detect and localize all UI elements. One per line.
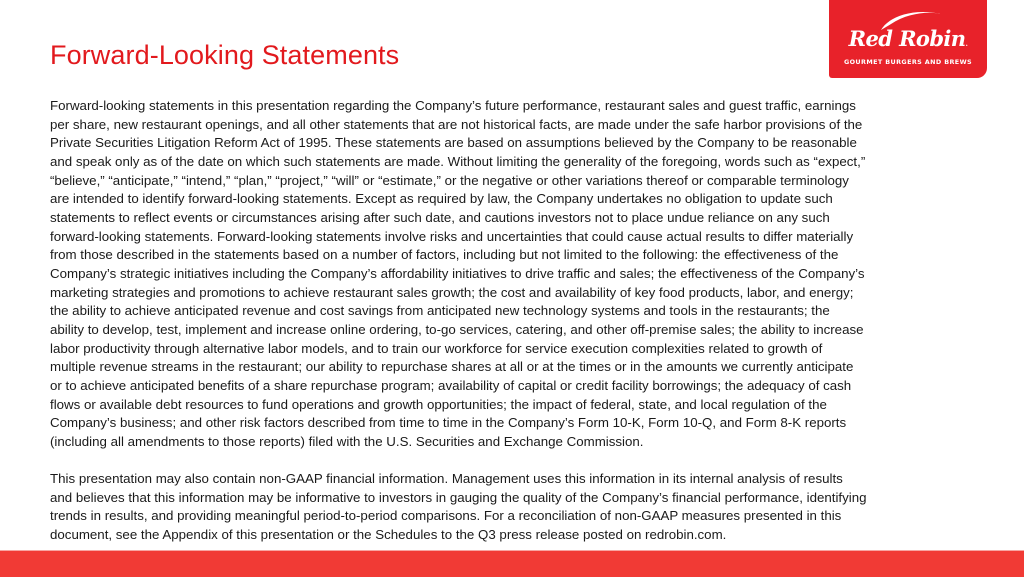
text-line: This presentation may also contain non-GAAP financial information. Management uses this information in its internal analysis of results [50, 471, 843, 487]
text-line: document, see the Appendix of this presentation or the Schedules to the Q3 press release posted on redrobin.com. [50, 527, 727, 543]
text-line: Company’s strategic initiatives including the Company’s affordability initiatives to drive traffic and sales; the effectiveness of the Company’s [50, 265, 865, 281]
text-line: Private Securities Litigation Reform Act of 1995. These statements are based on assumptions believed by the Company to be reasonable [50, 135, 857, 151]
logo-tagline: GOURMET BURGERS AND BREWS [843, 58, 973, 66]
text-line: Forward-looking statements in this presentation regarding the Company’s future performance, restaurant sales and guest traffic, earnings [50, 98, 856, 113]
text-line: labor productivity through alternative labor models, and to train our workforce for service execution complexities related to growth of [50, 340, 823, 356]
text-line: and speak only as of the date on which such statements are made. Without limiting the generality of the foregoing, words such as “expect,” [50, 153, 866, 169]
text-line: and believes that this information may be informative to investors in gauging the quality of the Company’s financial performance, identifying [50, 489, 867, 505]
text-line: Company’s business; and other risk factors described from time to time in the Company’s Form 10-K, Form 10-Q, and Form 8-K reports [50, 415, 847, 431]
text-line: from those described in the statements based on a number of factors, including but not limited to the following: the effectiveness of the [50, 247, 839, 263]
text-line: flows or available debt resources to fund operations and growth opportunities; the impact of federal, state, and local regulation of the [50, 396, 827, 412]
text-line: multiple revenue streams in the restaurant; our ability to repurchase shares at all or at the times or in the amounts we currently anticipate [50, 359, 854, 375]
text-line: marketing strategies and promotions to achieve restaurant sales growth; the cost and availability of key food products, labor, and energy; [50, 284, 854, 300]
text-line: statements to reflect events or circumstances arising after such date, and cautions investors not to place undue reliance on any such [50, 209, 830, 225]
text-line: ability to develop, test, implement and increase online ordering, to-go services, catering, and other off-premise sales; the ability to increase [50, 321, 864, 337]
text-line: trends in results, and providing meaningful period-to-period comparisons. For a reconciliation of non-GAAP measures presented in this [50, 508, 842, 524]
disclaimer-body [50, 97, 980, 545]
non-gaap-paragraph [50, 470, 980, 545]
logo-wordmark: Red Robin. [848, 26, 968, 51]
slide-title: Forward-Looking Statements [50, 40, 400, 70]
red-robin-logo [829, 0, 987, 78]
registered-mark: . [965, 39, 968, 48]
footer-bar [0, 550, 1024, 577]
text-line: (including all amendments to those reports) filed with the U.S. Securities and Exchange Commission. [50, 433, 644, 449]
text-line: are intended to identify forward-looking statements. Except as required by law, the Company undertakes no obligation to update such [50, 191, 833, 207]
forward-looking-paragraph [50, 97, 980, 451]
text-line: per share, new restaurant openings, and all other statements that are not historical facts, are made under the safe harbor provisions of the [50, 116, 863, 132]
text-line: the ability to achieve anticipated revenue and cost savings from anticipated new technology systems and tools in the restaurants; the [50, 303, 830, 319]
text-line: “believe,” “anticipate,” “intend,” “plan,” “project,” “will” or “estimate,” or the negative or other variations thereof or comparable terminology [50, 172, 849, 188]
text-line: or to achieve anticipated benefits of a share repurchase program; availability of capital or credit facility borrowings; the adequacy of cash [50, 377, 852, 393]
text-line: forward-looking statements. Forward-looking statements involve risks and uncertainties that could cause actual results to differ materially [50, 228, 854, 244]
